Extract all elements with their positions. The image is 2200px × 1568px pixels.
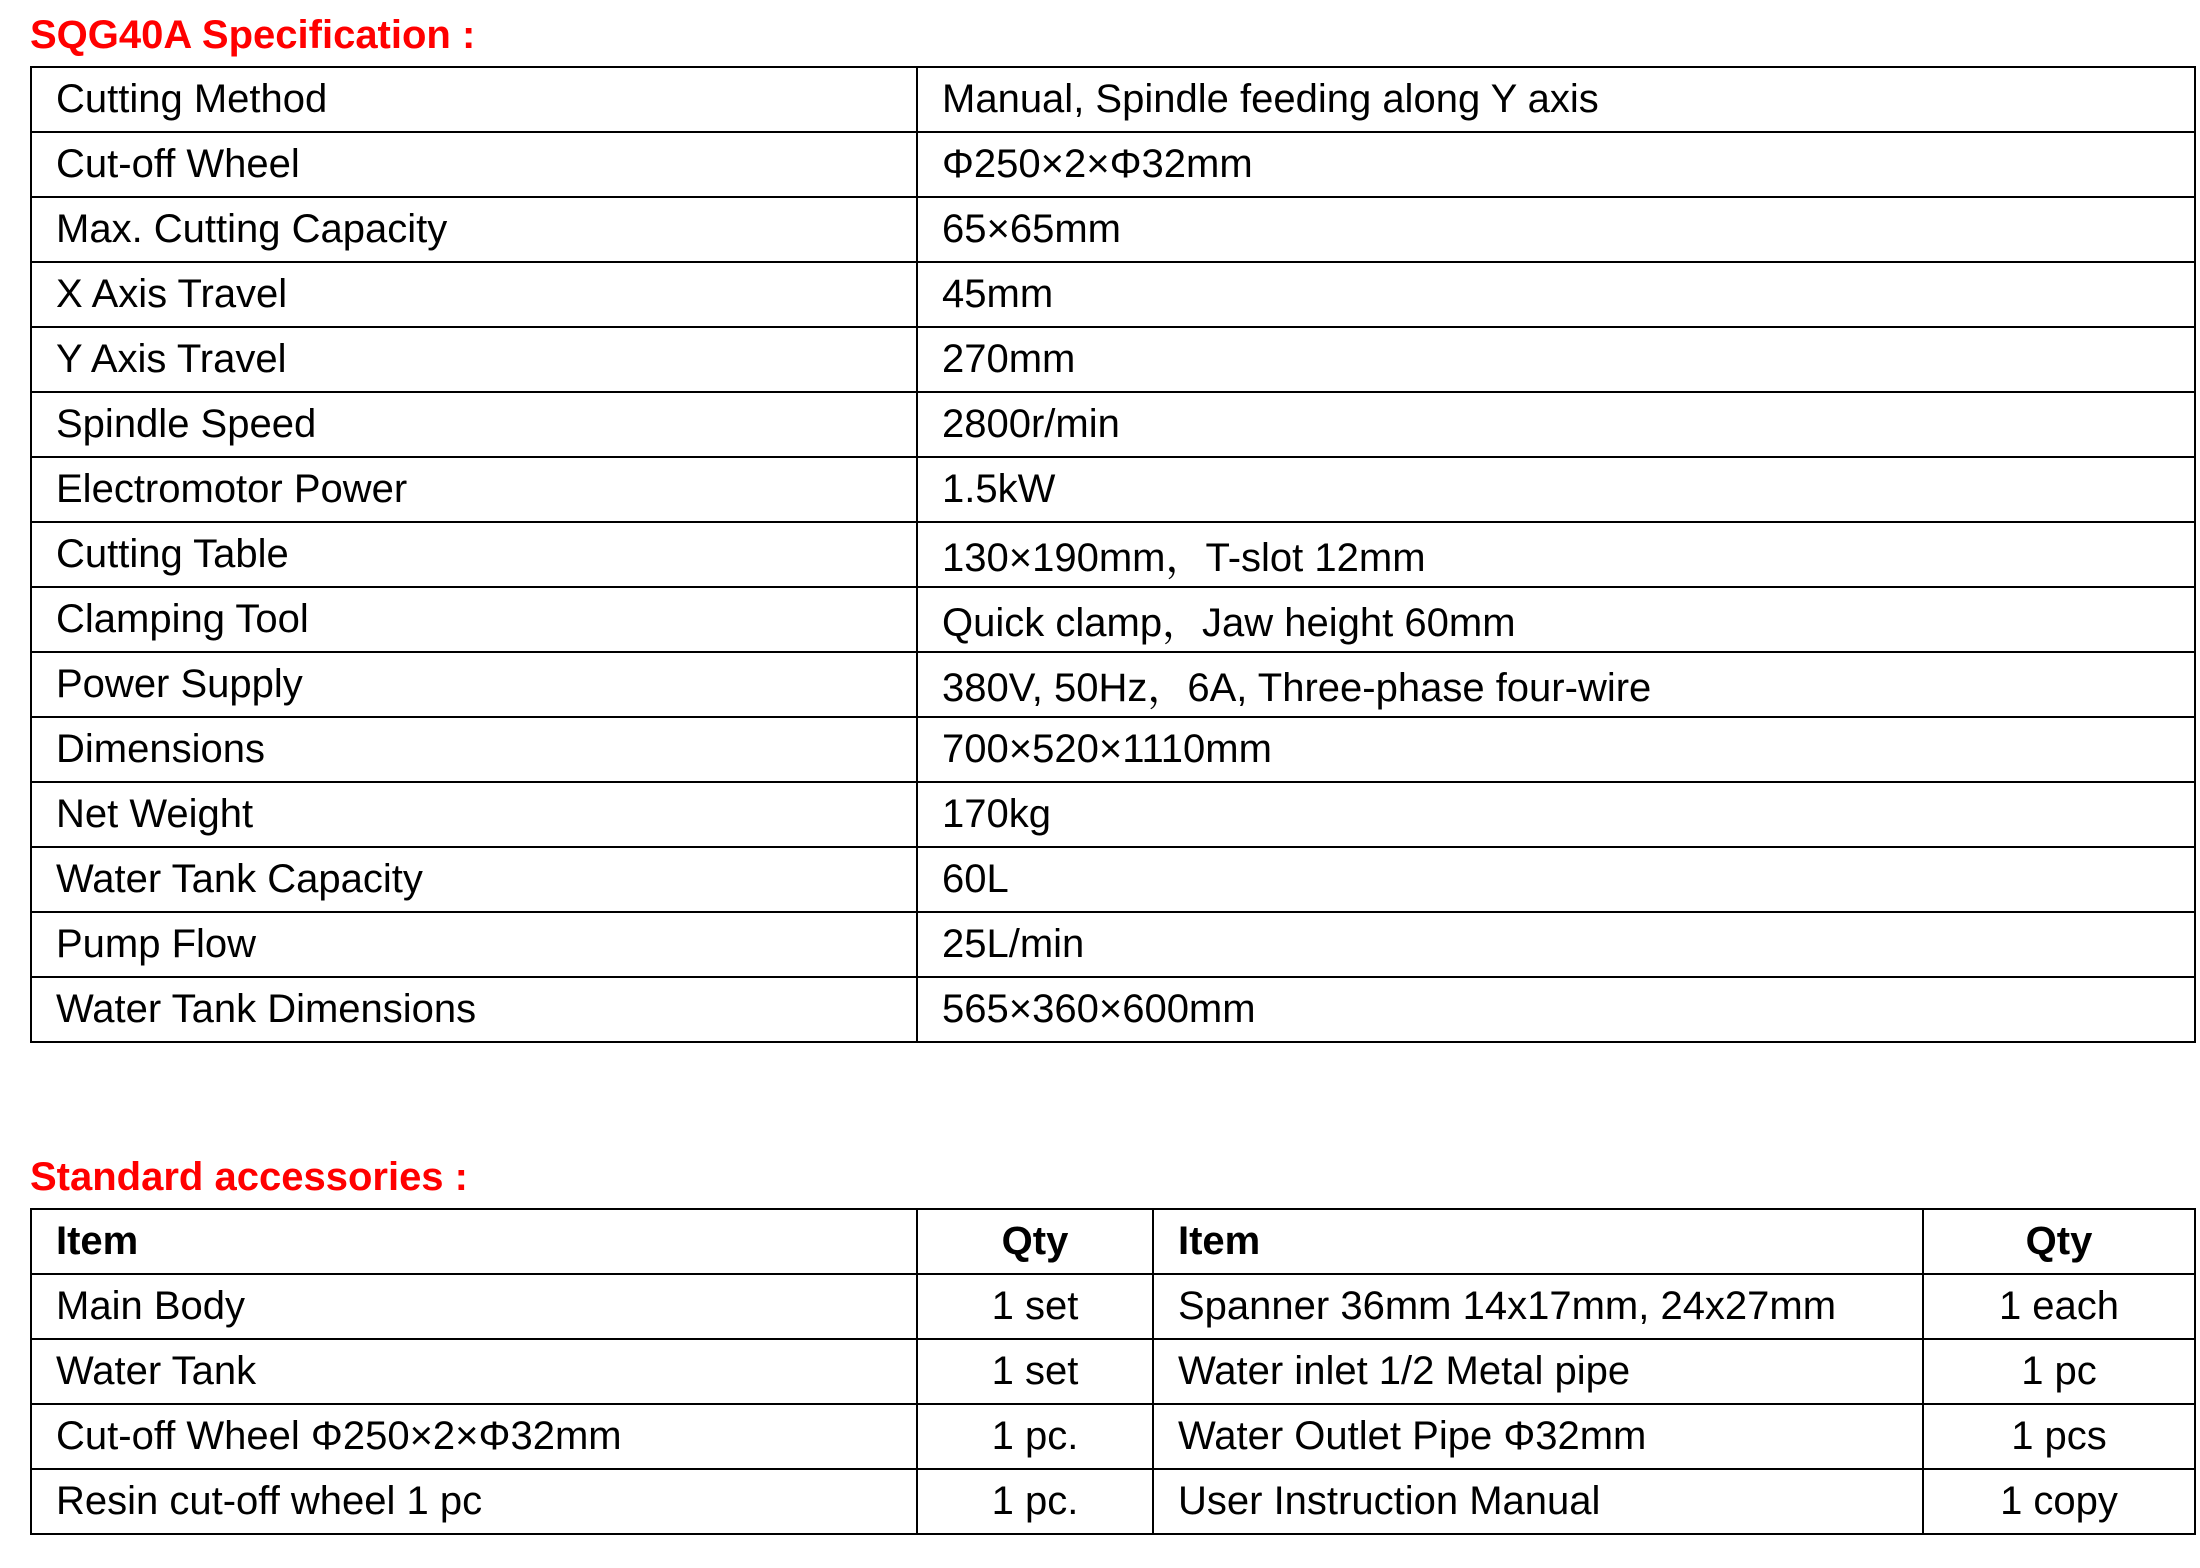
spec-value: 2800r/min bbox=[917, 392, 2195, 457]
accessory-row bbox=[31, 1339, 2195, 1404]
spec-value: 25L/min bbox=[917, 912, 2195, 977]
accessory-qty: 1 each bbox=[1923, 1274, 2195, 1339]
spec-label: Water Tank Capacity bbox=[31, 847, 917, 912]
spec-label: Power Supply bbox=[31, 652, 917, 717]
accessories-header-row bbox=[31, 1209, 2195, 1274]
spec-value: 270mm bbox=[917, 327, 2195, 392]
spec-value: 170kg bbox=[917, 782, 2195, 847]
spec-label: Dimensions bbox=[31, 717, 917, 782]
accessory-qty: 1 pc bbox=[1923, 1339, 2195, 1404]
spec-label: Cutting Method bbox=[31, 67, 917, 132]
accessories-table bbox=[30, 1208, 2196, 1535]
column-header-qty: Qty bbox=[1923, 1209, 2195, 1274]
spec-row bbox=[31, 392, 2195, 457]
column-header-item: Item bbox=[31, 1209, 917, 1274]
spec-label: Spindle Speed bbox=[31, 392, 917, 457]
accessories-heading: Standard accessories : bbox=[30, 1155, 468, 1199]
spec-row bbox=[31, 457, 2195, 522]
spec-row bbox=[31, 262, 2195, 327]
spec-value: 65×65mm bbox=[917, 197, 2195, 262]
spec-heading: SQG40A Specification : bbox=[30, 13, 476, 57]
spec-value: 700×520×1110mm bbox=[917, 717, 2195, 782]
accessory-qty: 1 pc. bbox=[917, 1469, 1153, 1534]
spec-value: Quick clamp，Jaw height 60mm bbox=[917, 587, 2195, 652]
spec-value: 130×190mm，T-slot 12mm bbox=[917, 522, 2195, 587]
spec-value: Manual, Spindle feeding along Y axis bbox=[917, 67, 2195, 132]
spec-value: 1.5kW bbox=[917, 457, 2195, 522]
spec-label: Net Weight bbox=[31, 782, 917, 847]
accessory-item: Main Body bbox=[31, 1274, 917, 1339]
accessory-item: User Instruction Manual bbox=[1153, 1469, 1923, 1534]
spec-label: Clamping Tool bbox=[31, 587, 917, 652]
spec-value: 60L bbox=[917, 847, 2195, 912]
column-header-qty: Qty bbox=[917, 1209, 1153, 1274]
spec-value: 565×360×600mm bbox=[917, 977, 2195, 1042]
spec-row bbox=[31, 717, 2195, 782]
spec-row bbox=[31, 977, 2195, 1042]
accessory-row bbox=[31, 1404, 2195, 1469]
spec-value: 45mm bbox=[917, 262, 2195, 327]
spec-row bbox=[31, 587, 2195, 652]
spec-label: Cut-off Wheel bbox=[31, 132, 917, 197]
spec-label: X Axis Travel bbox=[31, 262, 917, 327]
accessory-item: Water Outlet Pipe Φ32mm bbox=[1153, 1404, 1923, 1469]
spec-table bbox=[30, 66, 2196, 1043]
accessory-item: Resin cut-off wheel 1 pc bbox=[31, 1469, 917, 1534]
accessory-item: Spanner 36mm 14x17mm, 24x27mm bbox=[1153, 1274, 1923, 1339]
spec-value: Φ250×2×Φ32mm bbox=[917, 132, 2195, 197]
spec-row bbox=[31, 327, 2195, 392]
column-header-item: Item bbox=[1153, 1209, 1923, 1274]
accessory-row bbox=[31, 1274, 2195, 1339]
spec-row bbox=[31, 197, 2195, 262]
spec-label: Pump Flow bbox=[31, 912, 917, 977]
accessory-qty: 1 pc. bbox=[917, 1404, 1153, 1469]
accessory-row bbox=[31, 1469, 2195, 1534]
accessory-qty: 1 set bbox=[917, 1274, 1153, 1339]
spec-label: Max. Cutting Capacity bbox=[31, 197, 917, 262]
accessory-qty: 1 copy bbox=[1923, 1469, 2195, 1534]
spec-label: Water Tank Dimensions bbox=[31, 977, 917, 1042]
spec-label: Cutting Table bbox=[31, 522, 917, 587]
spec-row bbox=[31, 132, 2195, 197]
spec-row bbox=[31, 782, 2195, 847]
accessory-qty: 1 set bbox=[917, 1339, 1153, 1404]
spec-row bbox=[31, 67, 2195, 132]
spec-value: 380V, 50Hz，6A, Three-phase four-wire bbox=[917, 652, 2195, 717]
accessory-qty: 1 pcs bbox=[1923, 1404, 2195, 1469]
accessory-item: Water Tank bbox=[31, 1339, 917, 1404]
accessory-item: Cut-off Wheel Φ250×2×Φ32mm bbox=[31, 1404, 917, 1469]
spec-label: Y Axis Travel bbox=[31, 327, 917, 392]
spec-label: Electromotor Power bbox=[31, 457, 917, 522]
spec-row bbox=[31, 652, 2195, 717]
spec-row bbox=[31, 522, 2195, 587]
spec-row bbox=[31, 847, 2195, 912]
spec-row bbox=[31, 912, 2195, 977]
accessory-item: Water inlet 1/2 Metal pipe bbox=[1153, 1339, 1923, 1404]
